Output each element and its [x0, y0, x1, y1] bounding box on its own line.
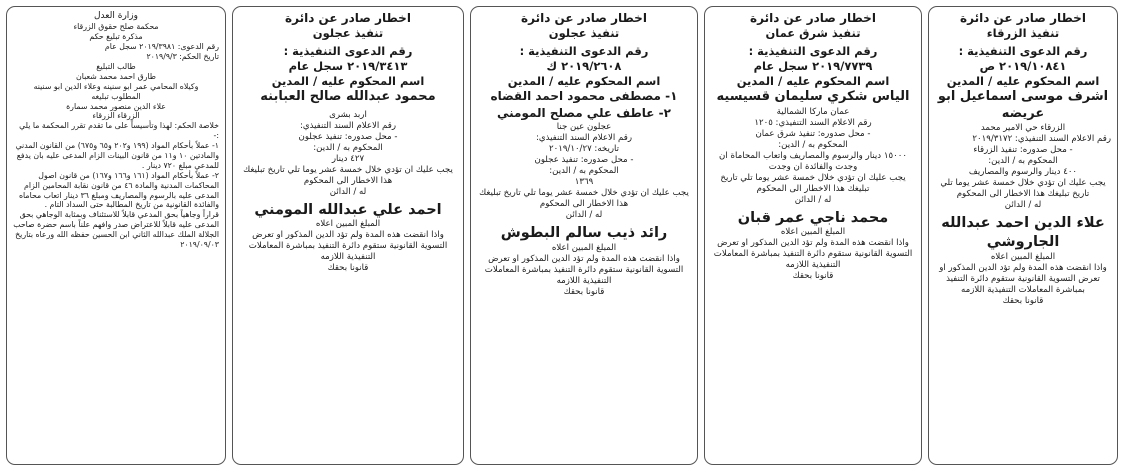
defendant-name: اشرف موسى اسماعيل ابو عريضه	[937, 89, 1109, 121]
creditor-name: محمد ناجي عمر قبان	[737, 209, 889, 226]
debt-amount: ٤٠٠ دينار والرسوم والمصاريف	[968, 167, 1078, 178]
notice-header: اخطار صادر عن دائرة	[521, 11, 647, 25]
case-label: رقم الدعوى التنفيذية :	[519, 44, 649, 59]
creditor-name: علاء الدين احمد عبدالله الجاروشي	[941, 215, 1105, 251]
served-label: المبلغ المبين اعلاه	[990, 251, 1056, 262]
defendant-address: الزرقاء حي الامير محمد	[980, 123, 1066, 134]
demand-text: يجب عليك ان تؤدي خلال خمسة عشر يوما تلي تاريخ تبليغك هذا الاخطار الى المحكوم	[940, 178, 1106, 200]
notice-unit: تنفيذ الزرقاء	[986, 26, 1060, 41]
case-label: رقم الدعوى التنفيذية :	[283, 44, 413, 59]
case-number: ٢٠١٩/٣٤١٣ سجل عام	[288, 58, 408, 73]
notice-footer: قانونا بحقك	[792, 271, 834, 282]
defendant-label: اسم المحكوم عليه / المدين	[736, 73, 890, 88]
issue-place: - محل صدوره: تنفيذ الزرقاء	[973, 145, 1073, 156]
case-number: ٢٠١٩/٧٧٣٩ سجل عام	[753, 58, 873, 73]
court-name: محكمة صلح حقوق الزرقاء	[73, 22, 159, 32]
judgment-verdict: قراراً وجاهياً بحق المدعي قابلاً للاستئناف وبمثابة الوجاهي بحق المدعى عليه قابلاً للاعتراض صدر وافهم علناً باسم حضرة صاحب الجلالة الملك عبدالله الثاني ابن الحسين حفظه الله ورعاه بتاريخ ٢٠١٩/٠٩/٠٣	[13, 210, 219, 250]
defendant-name-2: ٢- عاطف علي مصلح المومني	[496, 105, 671, 120]
creditor-label: له / الدائن	[329, 186, 367, 197]
requester-label: طالب التبليغ	[96, 61, 136, 71]
notice-east-amman	[704, 6, 922, 465]
defendant-address: عجلون عين جنا	[556, 121, 612, 132]
notice-header: اخطار صادر عن دائرة	[285, 11, 411, 25]
judgment-item-1: ١- عملاً بأحكام المواد (١٩٩ و٢٠٢ و٦٥ و٦٧٥) من القانون المدني والمادتين ١٠ و١١ من قانون البينات الزام المدعى عليه بان يدفع للمدعي مبلغ ٧٢٠ دينار .	[15, 141, 219, 170]
notice-footer: قانونا بحقك	[1002, 295, 1044, 306]
defendant-label: اسم المحكوم عليه / المدين	[271, 73, 425, 88]
ministry-judgment-notice	[6, 6, 226, 465]
debt-amount: ٤٢٧ دينار	[331, 153, 365, 164]
closing-text: واذا انقضت هذه المدة ولم تؤد الدين المذكور او تعرض التسوية القانونية ستقوم دائرة التنفيذ بمباشرة المعاملات التنفيذية اللازمه	[248, 230, 448, 263]
payable-label: المحكوم به / الدين:	[313, 142, 383, 153]
payable-label: المحكوم به / الدين:	[778, 139, 848, 150]
demand-text: يجب عليك ان تؤدي خلال خمسة عشر يوما تلي تاريخ تبليغك هذا الاخطار الى المحكوم	[720, 172, 906, 194]
defendant-address: اربد بشرى	[329, 109, 367, 120]
demand-text: يجب عليك ان تؤدي خلال خمسة عشر يوما تلي تاريخ تبليغك هذا الاخطار الى المحكوم	[479, 187, 689, 209]
debt-amount: ١٣٦٩	[574, 176, 594, 187]
notice-footer: قانونا بحقك	[327, 263, 369, 274]
case-number: ٢٠١٩/١٠٨٤١ ص	[979, 58, 1067, 73]
creditor-name: رائد ذيب سالم البطوش	[500, 224, 668, 241]
creditor-label: له / الدائن	[794, 194, 832, 205]
ministry-title: وزارة العدل	[94, 11, 138, 21]
creditor-name: احمد علي عبدالله المومني	[254, 201, 442, 218]
bond-number: رقم الاعلام السند التنفيذي:	[299, 120, 397, 131]
notice-type: مذكرة تبليغ حكم	[89, 32, 143, 42]
case-label: رقم الدعوى التنفيذية :	[748, 44, 878, 59]
judgment-summary: خلاصة الحكم: لهذا وتأسيساً على ما تقدم تقرر المحكمة ما يلي :-	[19, 121, 219, 141]
notice-unit: تنفيذ عجلون	[312, 26, 384, 41]
demand-text: يجب عليك ان تؤدي خلال خمسة عشر يوما تلي تاريخ تبليغك هذا الاخطار الى المحكوم	[243, 164, 453, 186]
bond-number: رقم الاعلام السند التنفيذي: ٢٠١٩/٣١٧٢	[972, 134, 1111, 145]
issue-place: - محل صدوره: تنفيذ عجلون	[534, 154, 634, 165]
bond-number: رقم الاعلام السند التنفيذي:	[535, 132, 633, 143]
lawyers: وكيلاه المحامي عمر ابو سنينه وعلاء الدين ابو سنينه	[33, 81, 199, 91]
creditor-label: له / الدائن	[1004, 200, 1042, 211]
respondent-label: المطلوب تبليغه	[91, 91, 141, 101]
payable-label: المحكوم به / الدين:	[549, 165, 619, 176]
defendant-label: اسم المحكوم عليه / المدين	[507, 73, 661, 88]
closing-text: واذا انقضت هذه المدة ولم تؤد الدين المذكور او تعرض التسوية القانونية ستقوم دائرة التنفيذ بمباشرة المعاملات التنفيذية اللازمه	[713, 238, 913, 271]
payable-label: المحكوم به / الدين:	[988, 156, 1058, 167]
notice-header: اخطار صادر عن دائرة	[960, 11, 1086, 25]
judgment-item-2: ٢- عملاً بأحكام المواد (١٦١ و١٦٦ و١٦٧) من قانون اصول المحاكمات المدنية والمادة ٤٦ من قانون نقابة المحامين الزام المدعى عليه بالرسوم والمصاريف ومبلغ ٣٦ دينار اتعاب محاماه والفائدة القانونية من تاريخ المطالبة حتى السداد التام .	[18, 170, 219, 210]
defendant-name: الياس شكري سليمان قسيسيه	[716, 89, 910, 105]
case-number: ٢٠١٩/٢٦٠٨ ك	[546, 58, 622, 73]
case-label: رقم الدعوى التنفيذية :	[958, 44, 1088, 59]
notice-unit: تنفيذ شرق عمان	[765, 26, 861, 41]
issue-place: - محل صدوره: تنفيذ شرق عمان	[755, 128, 871, 139]
defendant-label: اسم المحكوم عليه / المدين	[946, 73, 1100, 88]
notice-footer: قانونا بحقك	[563, 286, 605, 297]
debt-amount: ١٥٠٠٠ دينار والرسوم والمصاريف واتعاب المحاماة ان وجدت والفائدة ان وجدت	[719, 150, 907, 172]
creditor-label: له / الدائن	[565, 209, 603, 220]
bond-number: رقم الاعلام السند التنفيذي: ١٢٠٥	[754, 117, 872, 128]
defendant-address: عمان ماركا الشمالية	[776, 106, 850, 117]
served-label: المبلغ المبين اعلاه	[780, 227, 846, 238]
notice-zarqa	[928, 6, 1118, 465]
closing-text: واذا انقضت هذه المدة ولم تؤد الدين المذكور او تعرض التسوية القانونية ستقوم دائرة التنفيذ بمباشرة المعاملات التنفيذية اللازمه	[939, 262, 1107, 295]
case-number: رقم الدعوى: ٢٠١٩/٣٩٨١ سجل عام	[104, 42, 219, 52]
requester-name: طارق احمد محمد شعبان	[76, 71, 156, 81]
defendant-name-1: ١- مصطفى محمود احمد القضاه	[490, 89, 678, 104]
served-label: المبلغ المبين اعلاه	[315, 219, 381, 230]
defendant-name: محمود عبدالله صالح العبابنه	[260, 89, 436, 105]
notice-unit: تنفيذ عجلون	[548, 26, 620, 41]
judgment-date: تاريخ الحكم: ٢٠١٩/٩/٣	[146, 52, 219, 62]
notice-ajloun-3413	[232, 6, 464, 465]
respondent-location: الزرقاء الزرقاء	[92, 111, 140, 121]
notice-header: اخطار صادر عن دائرة	[750, 11, 876, 25]
issue-place: - محل صدوره: تنفيذ عجلون	[298, 131, 398, 142]
respondent-name: علاء الدين منصور محمد سمارة	[66, 101, 166, 111]
notice-ajloun-2608	[470, 6, 698, 465]
bond-date: تاريخه: ٢٠١٩/١٠/٢٧	[548, 143, 620, 154]
served-label: المبلغ المبين اعلاه	[551, 242, 617, 253]
closing-text: واذا انقضت هذه المدة ولم تؤد الدين المذكور او تعرض التسوية القانونية ستقوم دائرة التنفيذ بمباشرة المعاملات التنفيذية اللازمه	[484, 253, 684, 286]
